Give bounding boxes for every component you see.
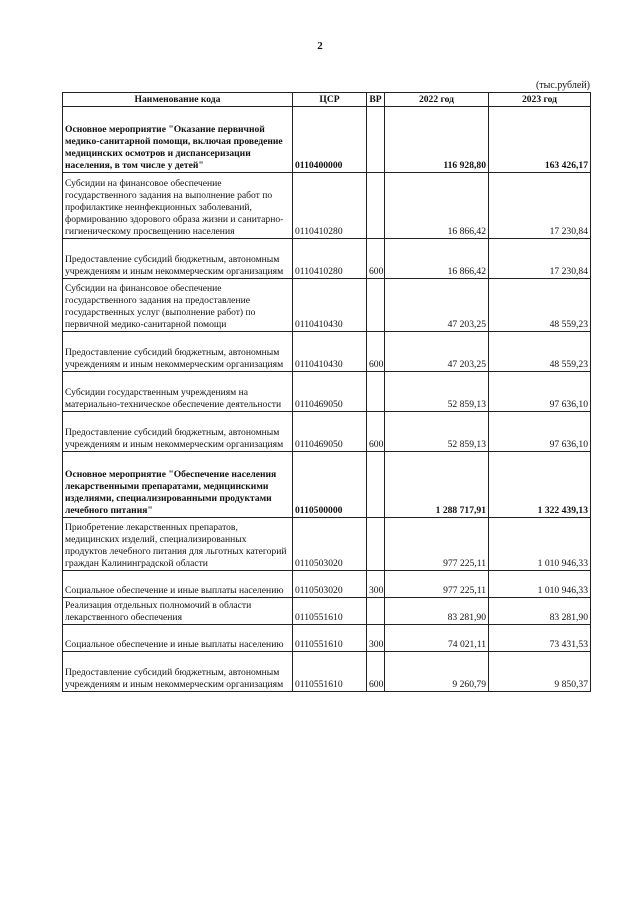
row-vr-cell: 300	[367, 571, 385, 598]
row-csr-cell: 0110503020	[293, 518, 367, 571]
table-row	[63, 279, 591, 332]
row-2022-cell: 52 859,13	[385, 412, 489, 452]
row-name-cell: Реализация отдельных полномочий в области лекарственного обеспечения	[63, 598, 293, 625]
units-label: (тыс.рублей)	[535, 80, 590, 91]
row-csr-cell: 0110400000	[293, 107, 367, 173]
table-row	[63, 173, 591, 239]
row-2023-cell: 97 636,10	[489, 412, 591, 452]
row-2023-cell: 1 322 439,13	[489, 452, 591, 518]
row-vr-cell: 600	[367, 239, 385, 279]
row-2023-cell: 1 010 946,33	[489, 571, 591, 598]
row-csr-cell: 0110469050	[293, 372, 367, 412]
row-2022-cell: 116 928,80	[385, 107, 489, 173]
row-vr-cell	[367, 173, 385, 239]
table-row	[63, 107, 591, 173]
row-csr-cell: 0110469050	[293, 412, 367, 452]
table-row	[63, 625, 591, 652]
row-name-cell: Предоставление субсидий бюджетным, автономным учреждениям и иным некоммерческим организациям	[63, 652, 293, 692]
table-row	[63, 412, 591, 452]
table-row	[63, 452, 591, 518]
row-name-cell: Субсидии на финансовое обеспечение государственного задания на выполнение работ по профилактике неинфекционных заболеваний, формированию здорового образа жизни и санитарно-гигиеническому просвещению населения	[63, 173, 293, 239]
row-2022-cell: 52 859,13	[385, 372, 489, 412]
row-2022-cell: 47 203,25	[385, 279, 489, 332]
budget-table	[62, 92, 591, 692]
row-csr-cell: 0110551610	[293, 652, 367, 692]
page-number: 2	[317, 40, 323, 52]
row-name-cell: Социальное обеспечение и иные выплаты населению	[63, 571, 293, 598]
header-2022: 2022 год	[385, 93, 489, 107]
row-name-cell: Социальное обеспечение и иные выплаты населению	[63, 625, 293, 652]
row-2022-cell: 16 866,42	[385, 173, 489, 239]
row-2022-cell: 47 203,25	[385, 332, 489, 372]
table-row	[63, 598, 591, 625]
row-2022-cell: 83 281,90	[385, 598, 489, 625]
row-csr-cell: 0110410280	[293, 173, 367, 239]
row-2023-cell: 163 426,17	[489, 107, 591, 173]
row-name-cell: Предоставление субсидий бюджетным, автономным учреждениям и иным некоммерческим организациям	[63, 332, 293, 372]
row-csr-cell: 0110410280	[293, 239, 367, 279]
row-vr-cell	[367, 452, 385, 518]
table-row	[63, 239, 591, 279]
row-name-cell: Основное мероприятие "Обеспечение населения лекарственными препаратами, медицинскими изделиями, специализированными продуктами лечебного питания"	[63, 452, 293, 518]
row-2023-cell: 48 559,23	[489, 279, 591, 332]
table-row	[63, 652, 591, 692]
table-row	[63, 372, 591, 412]
row-csr-cell: 0110503020	[293, 571, 367, 598]
row-vr-cell: 600	[367, 652, 385, 692]
row-2023-cell: 1 010 946,33	[489, 518, 591, 571]
row-2023-cell: 73 431,53	[489, 625, 591, 652]
row-2022-cell: 977 225,11	[385, 518, 489, 571]
header-csr: ЦСР	[293, 93, 367, 107]
row-2023-cell: 9 850,37	[489, 652, 591, 692]
row-name-cell: Приобретение лекарственных препаратов, медицинских изделий, специализированных продуктов лечебного питания для льготных категорий граждан Калининградской области	[63, 518, 293, 571]
row-2022-cell: 9 260,79	[385, 652, 489, 692]
table-row	[63, 518, 591, 571]
row-2022-cell: 74 021,11	[385, 625, 489, 652]
row-csr-cell: 0110410430	[293, 279, 367, 332]
row-2022-cell: 1 288 717,91	[385, 452, 489, 518]
row-name-cell: Предоставление субсидий бюджетным, автономным учреждениям и иным некоммерческим организациям	[63, 239, 293, 279]
row-vr-cell	[367, 279, 385, 332]
row-2022-cell: 977 225,11	[385, 571, 489, 598]
row-2022-cell: 16 866,42	[385, 239, 489, 279]
row-csr-cell: 0110500000	[293, 452, 367, 518]
row-vr-cell: 600	[367, 412, 385, 452]
row-csr-cell: 0110410430	[293, 332, 367, 372]
row-vr-cell: 300	[367, 625, 385, 652]
row-name-cell: Предоставление субсидий бюджетным, автономным учреждениям и иным некоммерческим организациям	[63, 412, 293, 452]
table-body	[63, 107, 591, 692]
row-vr-cell	[367, 518, 385, 571]
table-row	[63, 571, 591, 598]
table-header-row	[63, 93, 591, 107]
row-vr-cell	[367, 598, 385, 625]
row-2023-cell: 17 230,84	[489, 239, 591, 279]
row-2023-cell: 48 559,23	[489, 332, 591, 372]
row-2023-cell: 17 230,84	[489, 173, 591, 239]
row-vr-cell	[367, 107, 385, 173]
row-name-cell: Основное мероприятие "Оказание первичной медико-санитарной помощи, включая проведение медицинских осмотров и диспансеризации населения, в том числе у детей"	[63, 107, 293, 173]
row-csr-cell: 0110551610	[293, 625, 367, 652]
header-vr: ВР	[367, 93, 385, 107]
header-2023: 2023 год	[489, 93, 591, 107]
table-row	[63, 332, 591, 372]
row-2023-cell: 97 636,10	[489, 372, 591, 412]
row-vr-cell: 600	[367, 332, 385, 372]
row-2023-cell: 83 281,90	[489, 598, 591, 625]
row-vr-cell	[367, 372, 385, 412]
row-name-cell: Субсидии на финансовое обеспечение государственного задания на предоставление государственных услуг (выполнение работ) по первичной медико-санитарной помощи	[63, 279, 293, 332]
row-csr-cell: 0110551610	[293, 598, 367, 625]
row-name-cell: Субсидии государственным учреждениям на материально-техническое обеспечение деятельности	[63, 372, 293, 412]
header-name: Наименование кода	[63, 93, 293, 107]
